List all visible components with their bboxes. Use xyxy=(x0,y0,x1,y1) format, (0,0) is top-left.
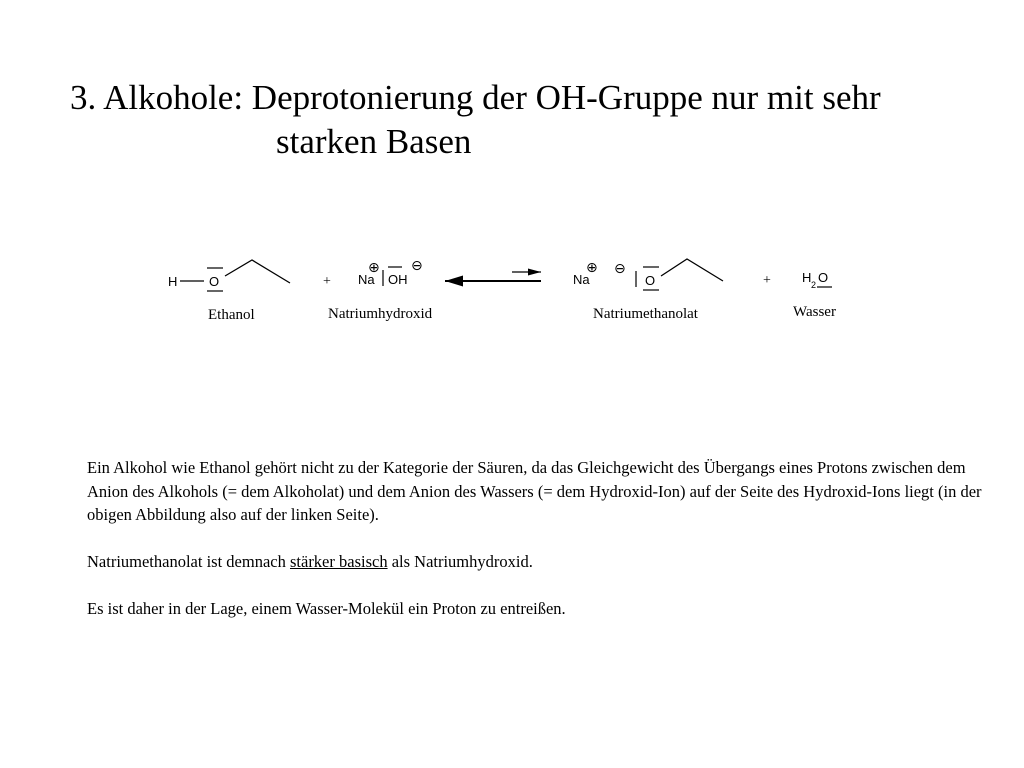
ethanolate-na-atom: Na xyxy=(573,272,590,287)
ethanolate-carbon-chain xyxy=(661,259,723,281)
forward-arrowhead xyxy=(528,269,541,276)
sodium-plus-charge: ⊕ xyxy=(368,259,380,275)
water-o-atom: O xyxy=(818,270,829,285)
naoh-structure xyxy=(358,257,423,287)
ethanol-o-atom: O xyxy=(209,274,220,289)
ethanolate-caption: Natriumethanolat xyxy=(593,306,698,322)
ethanolate-o-atom: O xyxy=(645,273,656,288)
ethanol-structure xyxy=(168,260,290,291)
title-line-1: 3. Alkohole: Deprotonierung der OH-Gruppe nur mit sehr xyxy=(70,78,881,117)
paragraph-basicity xyxy=(87,550,1007,574)
water-caption: Wasser xyxy=(793,304,836,320)
reaction-scheme-drawing xyxy=(0,240,1024,340)
water-subscript: 2 xyxy=(811,280,817,290)
basicity-text-start: Natriumethanolat ist demnach xyxy=(87,552,290,571)
equilibrium-arrows xyxy=(445,269,541,287)
stronger-basic-emphasis: stärker basisch xyxy=(289,552,388,571)
ethanolate-plus-charge: ⊕ xyxy=(586,259,598,275)
ethanol-h-atom: H xyxy=(168,274,178,289)
naoh-oh-group: OH xyxy=(388,272,408,287)
reaction-scheme xyxy=(0,240,1024,340)
naoh-caption: Natriumhydroxid xyxy=(328,306,433,322)
water-h-atom: H xyxy=(802,270,812,285)
ethanolate-structure xyxy=(573,259,723,290)
water-structure xyxy=(802,270,832,290)
plus-sign-left: + xyxy=(323,274,331,289)
plus-sign-right: + xyxy=(763,273,771,288)
ethanol-caption: Ethanol xyxy=(208,307,255,323)
paragraph-equilibrium: Ein Alkohol wie Ethanol gehört nicht zu der Kategorie der Säuren, da das Gleichgewicht des Übergangs eines Protons zwischen dem Anion des Alkohols (= dem Alkoholat) und dem Anion des Wassers (= dem Hydroxid-Ion) auf der Seite des Hydroxid-Ions liegt (in der obigen Abbildung also auf der linken Seite). xyxy=(87,458,982,524)
ethanol-carbon-chain xyxy=(225,260,290,283)
title-line-2: starken Basen xyxy=(276,122,472,161)
ethanolate-minus-charge: ⊖ xyxy=(614,260,626,276)
hydroxide-minus-charge: ⊖ xyxy=(411,257,423,273)
page-title xyxy=(70,76,1010,164)
backward-arrowhead xyxy=(445,276,463,287)
basicity-text-end: als Natriumhydroxid. xyxy=(387,552,533,571)
naoh-na-atom: Na xyxy=(358,272,375,287)
explanation-text xyxy=(87,456,1007,644)
paragraph-proton-removal: Es ist daher in der Lage, einem Wasser-Molekül ein Proton zu entreißen. xyxy=(87,599,566,618)
